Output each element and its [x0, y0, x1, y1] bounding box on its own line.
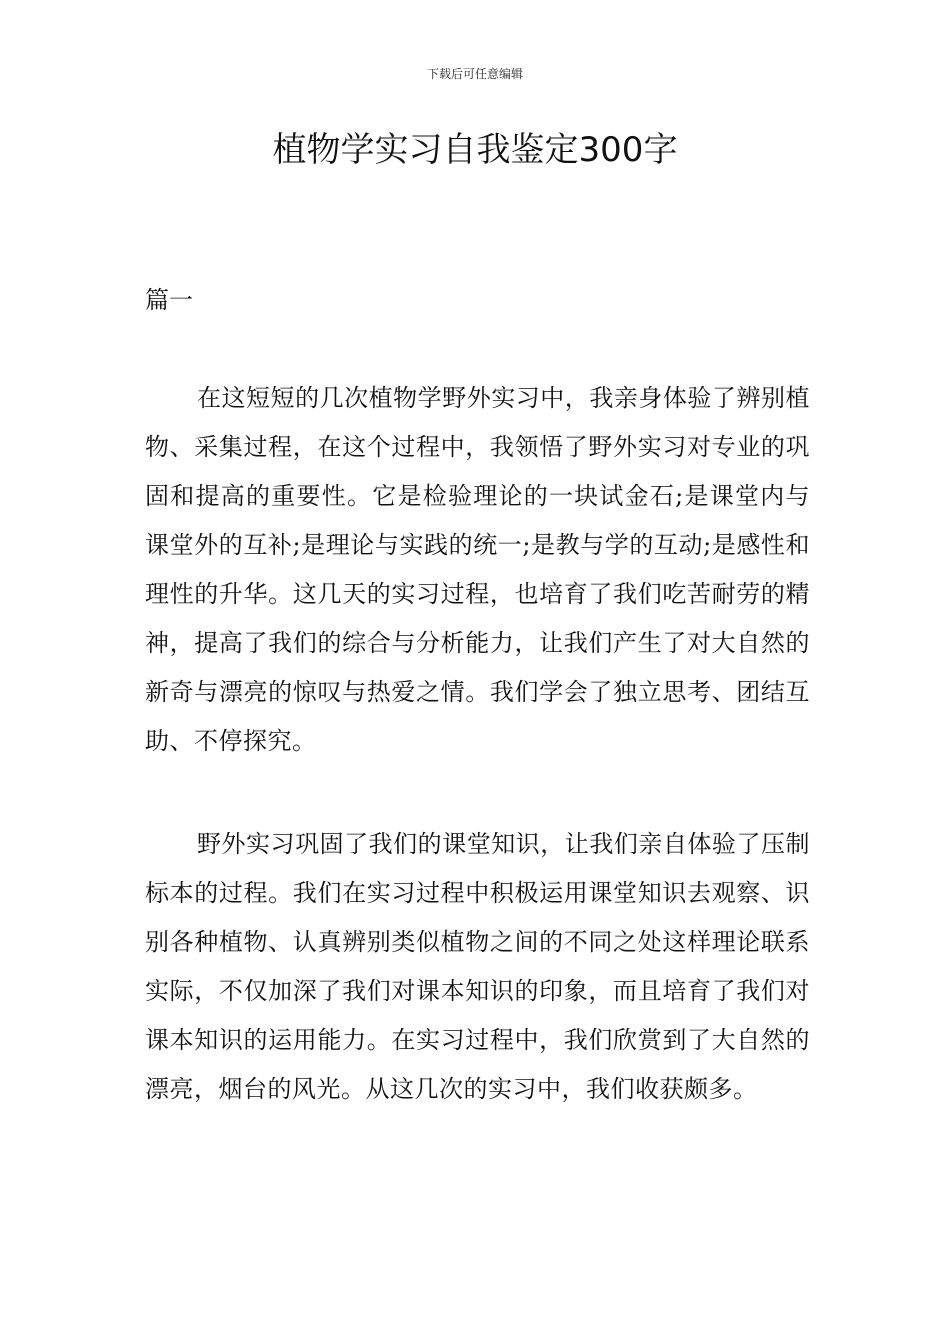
document-title: 植物学实习自我鉴定300字 — [272, 130, 678, 170]
body-paragraph-2: 野外实习巩固了我们的课堂知识，让我们亲自体验了压制标本的过程。我们在实习过程中积极运用课堂知识去观察、识别各种植物、认真辨别类似植物之间的不同之处这样理论联系实际，不仅加深了我们对课本知识的印象，而且培育了我们对课本知识的运用能力。在实习过程中，我们欣赏到了大自然的漂亮，烟台的风光。从这几次的实习中，我们收获颇多。 — [145, 830, 810, 1103]
body-paragraph-1: 在这短短的几次植物学野外实习中，我亲身体验了辨别植物、采集过程，在这个过程中，我领悟了野外实习对专业的巩固和提高的重要性。它是检验理论的一块试金石;是课堂内与课堂外的互补;是理论与实践的统一;是教与学的互动;是感性和理性的升华。这几天的实习过程，也培育了我们吃苦耐劳的精神，提高了我们的综合与分析能力，让我们产生了对大自然的新奇与漂亮的惊叹与热爱之情。我们学会了独立思考、团结互助、不停探究。 — [145, 384, 810, 755]
page-header-note: 下载后可任意编辑 — [426, 67, 523, 81]
section-heading: 篇一 — [145, 286, 193, 314]
